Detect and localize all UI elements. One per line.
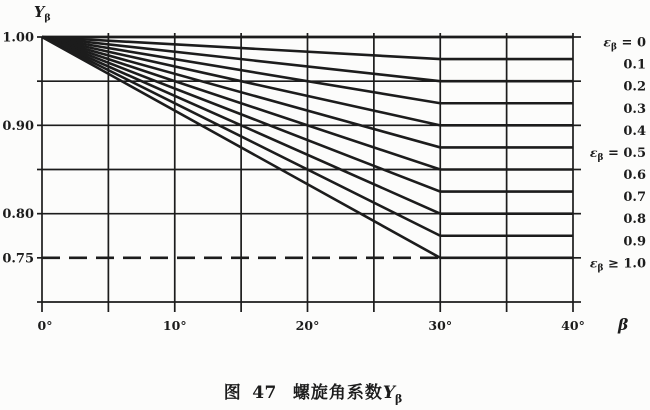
right-label-eps-0.9: 0.9: [623, 234, 646, 250]
right-label-eps-0.1: 0.1: [623, 57, 646, 73]
x-axis-label-40deg: 40°: [561, 318, 585, 333]
right-label-eps-0.7: 0.7: [623, 190, 646, 206]
right-label-eps-1.0: $\varepsilon_\beta \ge 1.0$: [589, 255, 646, 274]
x-axis-label-20deg: 20°: [295, 318, 320, 333]
caption-symbol-sub: β: [395, 392, 403, 406]
y-axis-label-0.80: 0.80: [2, 207, 34, 223]
right-label-eps-0.2: 0.2: [623, 79, 646, 95]
caption-title-text: 螺旋角系数: [292, 383, 383, 403]
figure-caption: [0, 378, 626, 405]
caption-symbol-main: Y: [382, 383, 395, 403]
caption-fig-number: 47: [252, 383, 277, 403]
x-axis-title: β: [618, 315, 629, 334]
right-label-eps-0.5: $\varepsilon_\beta = 0.5$: [589, 144, 646, 163]
right-label-eps-0.3: 0.3: [623, 101, 646, 117]
x-axis-label-30deg: 30°: [428, 318, 453, 333]
right-label-eps-0.4: 0.4: [623, 123, 646, 139]
y-axis-title: $Y_\beta$: [34, 4, 51, 24]
x-axis-label-0deg: 0°: [37, 318, 53, 333]
y-axis-label-0.75: 0.75: [2, 251, 34, 267]
right-label-eps-0.6: 0.6: [623, 168, 646, 183]
caption-symbol: [382, 383, 403, 406]
y-axis-label-0.90: 0.90: [2, 118, 34, 134]
caption-fig-label: 图: [223, 383, 242, 403]
x-axis-label-10deg: 10°: [162, 318, 187, 333]
y-axis-label-1.00: 1.00: [2, 30, 34, 46]
right-label-eps-0: $\varepsilon_\beta = 0$: [603, 34, 646, 53]
right-label-eps-0.8: 0.8: [623, 212, 646, 228]
